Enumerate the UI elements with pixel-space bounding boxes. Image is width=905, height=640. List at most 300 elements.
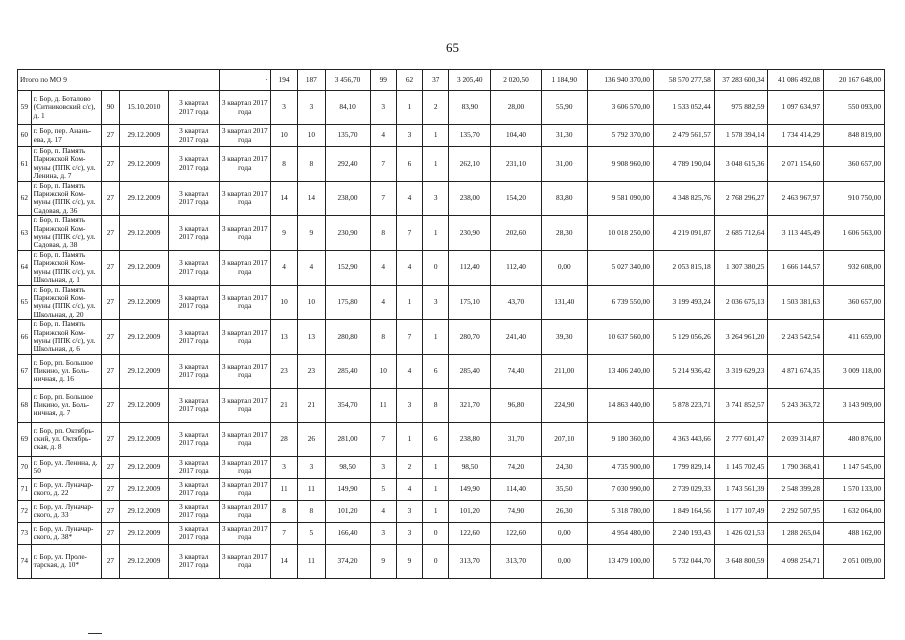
address-cell: г. Бор, п. Память Парижской Ком-муны (ППК с/с), ул. Ленина, д. 7 [31,147,101,182]
residents-cell: 7 [270,522,297,544]
area-cell: 152,90 [325,250,370,285]
area-cell: 98,50 [325,456,370,478]
region-budget-cell: 1 145 702,45 [714,456,768,478]
cost-total-cell: 4 735 900,00 [587,456,653,478]
premises-municipal-cell: 1 [423,478,449,500]
area-cell: 135,70 [325,125,370,147]
area-cell: 175,80 [325,285,370,320]
document-number-cell: 27 [101,388,119,422]
premises-private-cell: 4 [396,250,422,285]
region-budget-cell: 1 177 107,49 [714,500,768,522]
row-number: 65 [18,285,32,320]
document-date-cell: 29.12.2009 [119,522,168,544]
area-municipal-cell: 31,00 [541,147,587,182]
premises-municipal-cell: 1 [423,125,449,147]
document-date-cell: 29.12.2009 [119,125,168,147]
fund-cell: 2 240 193,43 [653,522,714,544]
total-label: Итого по МО 9 [18,70,220,91]
row-number: 66 [18,320,32,355]
total-cell: 58 570 277,58 [653,70,714,91]
premises-municipal-cell: 0 [423,544,449,578]
premises-total-cell: 7 [370,147,396,182]
region-budget-cell: 3 741 852,57 [714,388,768,422]
area-private-cell: 96,80 [491,388,541,422]
region-budget-cell: 2 777 601,47 [714,422,768,456]
area-total-cell: 98,50 [449,456,491,478]
address-cell: г. Бор, п. Память Парижской Ком-муны (ППК с/с), ул. Школьная, д. 20 [31,285,101,320]
premises-total-cell: 11 [370,388,396,422]
document-number-cell: 27 [101,147,119,182]
area-private-cell: 313,70 [491,544,541,578]
region-budget-cell: 1 578 394,14 [714,125,768,147]
local-budget-cell: 1 503 381,63 [768,285,824,320]
document-number-cell: 27 [101,125,119,147]
resettled-cell: 8 [298,500,325,522]
row-number: 67 [18,354,32,388]
region-budget-cell: 3 648 800,59 [714,544,768,578]
cost-total-cell: 5 792 370,00 [587,125,653,147]
address-cell: г. Бор, рп. Большое Пикино, ул. Боль-ничная, д. 7 [31,388,101,422]
total-cell: 136 940 370,00 [587,70,653,91]
planned-date-cell: 3 квартал 2017 года [169,125,219,147]
total-cell: 1 184,90 [541,70,587,91]
premises-municipal-cell: 1 [423,456,449,478]
area-cell: 166,40 [325,522,370,544]
fund-cell: 4 363 443,66 [653,422,714,456]
address-cell: г. Бор, рп. Большое Пикино, ул. Боль-ничная, д. 16 [31,354,101,388]
address-cell: г. Бор, п. Память Парижской Ком-муны (ППК с/с), ул. Садовая, д. 38 [31,216,101,251]
row-number: 60 [18,125,32,147]
fund-cell: 4 789 190,04 [653,147,714,182]
resettled-cell: 11 [298,544,325,578]
area-cell: 280,80 [325,320,370,355]
premises-total-cell: 4 [370,500,396,522]
table-row [18,125,885,147]
premises-total-cell: 5 [370,478,396,500]
actual-date-cell: 3 квартал 2017 года [219,285,270,320]
cost-total-cell: 5 318 780,00 [587,500,653,522]
row-number: 73 [18,522,32,544]
resettled-cell: 10 [298,285,325,320]
region-budget-cell: 1 426 021,53 [714,522,768,544]
premises-private-cell: 3 [396,125,422,147]
region-budget-cell: 3 319 629,23 [714,354,768,388]
total-cell: 99 [370,70,396,91]
premises-private-cell: 1 [396,285,422,320]
premises-private-cell: 1 [396,91,422,125]
resettled-cell: 21 [298,388,325,422]
total-row [18,70,885,91]
document-number-cell: 27 [101,250,119,285]
fund-cell: 2 053 815,18 [653,250,714,285]
planned-date-cell: 3 квартал 2017 года [169,216,219,251]
premises-total-cell: 10 [370,354,396,388]
address-cell: г. Бор, ул. Луначар-ского, д. 22 [31,478,101,500]
residents-cell: 8 [270,147,297,182]
residents-cell: 3 [270,456,297,478]
area-municipal-cell: 28,30 [541,216,587,251]
document-number-cell: 27 [101,285,119,320]
local-budget-cell: 1 288 265,04 [768,522,824,544]
actual-date-cell: 3 квартал 2017 года [219,522,270,544]
table-row [18,147,885,182]
area-municipal-cell: 35,50 [541,478,587,500]
area-private-cell: 28,00 [491,91,541,125]
premises-total-cell: 8 [370,216,396,251]
document-number-cell: 27 [101,500,119,522]
cost-total-cell: 7 030 990,00 [587,478,653,500]
area-total-cell: 285,40 [449,354,491,388]
document-date-cell: 29.12.2009 [119,285,168,320]
local-budget-cell: 1 666 144,57 [768,250,824,285]
area-private-cell: 154,20 [491,181,541,216]
region-budget-cell: 3 264 961,20 [714,320,768,355]
resettled-cell: 11 [298,478,325,500]
document-number-cell: 27 [101,478,119,500]
local-budget-cell: 2 292 507,95 [768,500,824,522]
area-total-cell: 112,40 [449,250,491,285]
residents-cell: 11 [270,478,297,500]
premises-municipal-cell: 1 [423,500,449,522]
actual-date-cell: 3 квартал 2017 года [219,250,270,285]
area-total-cell: 101,20 [449,500,491,522]
row-number: 71 [18,478,32,500]
residents-cell: 14 [270,181,297,216]
fund-cell: 3 199 493,24 [653,285,714,320]
actual-date-cell: 3 квартал 2017 года [219,320,270,355]
document-date-cell: 29.12.2009 [119,320,168,355]
extra-funds-cell: 932 608,00 [823,250,884,285]
total-cell: 3 456,70 [325,70,370,91]
table-row [18,422,885,456]
planned-date-cell: 3 квартал 2017 года [169,522,219,544]
row-number: 72 [18,500,32,522]
area-total-cell: 135,70 [449,125,491,147]
premises-municipal-cell: 1 [423,320,449,355]
region-budget-cell: 2 036 675,13 [714,285,768,320]
area-total-cell: 321,70 [449,388,491,422]
premises-private-cell: 3 [396,388,422,422]
area-total-cell: 238,00 [449,181,491,216]
document-date-cell: 15.10.2010 [119,91,168,125]
resettlement-table [17,69,885,579]
area-municipal-cell: 39,30 [541,320,587,355]
area-private-cell: 114,40 [491,478,541,500]
residents-cell: 3 [270,91,297,125]
cost-total-cell: 9 180 360,00 [587,422,653,456]
area-private-cell: 231,10 [491,147,541,182]
total-cell: 37 283 600,34 [714,70,768,91]
actual-date-cell: 3 квартал 2017 года [219,91,270,125]
area-cell: 374,20 [325,544,370,578]
planned-date-cell: 3 квартал 2017 года [169,456,219,478]
region-budget-cell: 1 743 561,39 [714,478,768,500]
total-cell: 2 020,50 [491,70,541,91]
area-cell: 238,00 [325,181,370,216]
area-municipal-cell: 211,00 [541,354,587,388]
planned-date-cell: 3 квартал 2017 года [169,91,219,125]
resettled-cell: 3 [298,91,325,125]
residents-cell: 4 [270,250,297,285]
residents-cell: 10 [270,285,297,320]
total-cell: 3 205,40 [449,70,491,91]
local-budget-cell: 2 243 542,54 [768,320,824,355]
local-budget-cell: 2 039 314,87 [768,422,824,456]
area-total-cell: 83,90 [449,91,491,125]
premises-private-cell: 1 [396,422,422,456]
address-cell: г. Бор, ул. Луначар-ского, д. 38* [31,522,101,544]
area-private-cell: 202,60 [491,216,541,251]
document-date-cell: 29.12.2009 [119,216,168,251]
document-number-cell: 27 [101,181,119,216]
total-cell: 62 [396,70,422,91]
actual-date-cell: 3 квартал 2017 года [219,388,270,422]
actual-date-cell: 3 квартал 2017 года [219,478,270,500]
cost-total-cell: 10 018 250,00 [587,216,653,251]
premises-total-cell: 7 [370,422,396,456]
area-municipal-cell: 31,30 [541,125,587,147]
address-cell: г. Бор, п. Память Парижской Ком-муны (ППК с/с), ул. Школьная, д. 6 [31,320,101,355]
extra-funds-cell: 1 632 064,00 [823,500,884,522]
document-number-cell: 27 [101,354,119,388]
area-private-cell: 74,90 [491,500,541,522]
actual-date-cell: 3 квартал 2017 года [219,125,270,147]
fund-cell: 1 849 164,56 [653,500,714,522]
table-row [18,456,885,478]
premises-private-cell: 7 [396,320,422,355]
document-date-cell: 29.12.2009 [119,250,168,285]
fund-cell: 2 479 561,57 [653,125,714,147]
premises-municipal-cell: 0 [423,250,449,285]
fund-cell: 4 219 091,87 [653,216,714,251]
area-cell: 354,70 [325,388,370,422]
resettled-cell: 5 [298,522,325,544]
area-municipal-cell: 24,30 [541,456,587,478]
actual-date-cell: 3 квартал 2017 года [219,456,270,478]
actual-date-cell: 3 квартал 2017 года [219,181,270,216]
page-number: 65 [446,40,459,55]
premises-private-cell: 3 [396,500,422,522]
extra-funds-cell: 1 606 563,00 [823,216,884,251]
extra-funds-cell: 910 750,00 [823,181,884,216]
local-budget-cell: 5 243 363,72 [768,388,824,422]
local-budget-cell: 4 871 674,35 [768,354,824,388]
table-row [18,181,885,216]
area-total-cell: 280,70 [449,320,491,355]
residents-cell: 28 [270,422,297,456]
premises-total-cell: 7 [370,181,396,216]
extra-funds-cell: 3 009 118,00 [823,354,884,388]
actual-date-cell: 3 квартал 2017 года [219,147,270,182]
area-municipal-cell: 55,90 [541,91,587,125]
table-row [18,500,885,522]
area-cell: 281,00 [325,422,370,456]
resettled-cell: 3 [298,456,325,478]
document-date-cell: 29.12.2009 [119,354,168,388]
local-budget-cell: 2 071 154,60 [768,147,824,182]
planned-date-cell: 3 квартал 2017 года [169,478,219,500]
row-number: 74 [18,544,32,578]
residents-cell: 8 [270,500,297,522]
address-cell: г. Бор, пер. Анань-ева, д. 17 [31,125,101,147]
address-cell: г. Бор, п. Память Парижской Ком-муны (ППК с/с), ул. Садовая, д. 36 [31,181,101,216]
planned-date-cell: 3 квартал 2017 года [169,500,219,522]
region-budget-cell: 2 768 296,27 [714,181,768,216]
premises-total-cell: 3 [370,91,396,125]
planned-date-cell: 3 квартал 2017 года [169,320,219,355]
document-number-cell: 27 [101,216,119,251]
fund-cell: 1 533 052,44 [653,91,714,125]
premises-private-cell: 6 [396,147,422,182]
premises-private-cell: 4 [396,478,422,500]
area-private-cell: 74,20 [491,456,541,478]
document-date-cell: 29.12.2009 [119,388,168,422]
fund-cell: 2 739 029,33 [653,478,714,500]
total-cell: 41 086 492,08 [768,70,824,91]
area-total-cell: 175,10 [449,285,491,320]
document-number-cell: 27 [101,544,119,578]
extra-funds-cell: 3 143 909,00 [823,388,884,422]
premises-total-cell: 3 [370,456,396,478]
address-cell: г. Бор, ул. Луначар-ского, д. 33 [31,500,101,522]
premises-private-cell: 4 [396,181,422,216]
row-number: 64 [18,250,32,285]
resettled-cell: 23 [298,354,325,388]
planned-date-cell: 3 квартал 2017 года [169,181,219,216]
region-budget-cell: 2 685 712,64 [714,216,768,251]
document-number-cell: 90 [101,91,119,125]
extra-funds-cell: 480 876,00 [823,422,884,456]
document-number-cell: 27 [101,320,119,355]
page-edge-mark [88,633,102,634]
document-date-cell: 29.12.2009 [119,422,168,456]
document-date-cell: 29.12.2009 [119,181,168,216]
resettled-cell: 8 [298,147,325,182]
area-total-cell: 122,60 [449,522,491,544]
extra-funds-cell: 2 051 009,00 [823,544,884,578]
extra-funds-cell: 550 093,00 [823,91,884,125]
row-number: 59 [18,91,32,125]
residents-cell: 21 [270,388,297,422]
area-private-cell: 74,40 [491,354,541,388]
area-cell: 101,20 [325,500,370,522]
region-budget-cell: 3 048 615,36 [714,147,768,182]
area-municipal-cell: 26,30 [541,500,587,522]
total-cell: 20 167 648,00 [823,70,884,91]
local-budget-cell: 2 463 967,97 [768,181,824,216]
premises-municipal-cell: 3 [423,181,449,216]
table-row [18,91,885,125]
premises-municipal-cell: 3 [423,285,449,320]
area-cell: 230,90 [325,216,370,251]
table-row [18,216,885,251]
fund-cell: 5 732 044,70 [653,544,714,578]
planned-date-cell: 3 квартал 2017 года [169,544,219,578]
premises-private-cell: 3 [396,522,422,544]
premises-municipal-cell: 2 [423,91,449,125]
local-budget-cell: 4 098 254,71 [768,544,824,578]
row-number: 61 [18,147,32,182]
cost-total-cell: 3 606 570,00 [587,91,653,125]
local-budget-cell: 1 790 368,41 [768,456,824,478]
area-total-cell: 313,70 [449,544,491,578]
document-date-cell: 29.12.2009 [119,478,168,500]
planned-date-cell: 3 квартал 2017 года [169,422,219,456]
address-cell: г. Бор, д. Боталово (Ситниковский с/с), д. 1 [31,91,101,125]
area-private-cell: 241,40 [491,320,541,355]
premises-total-cell: 3 [370,522,396,544]
fund-cell: 5 214 936,42 [653,354,714,388]
area-total-cell: 238,80 [449,422,491,456]
actual-date-cell: 3 квартал 2017 года [219,422,270,456]
row-number: 69 [18,422,32,456]
local-budget-cell: 3 113 445,49 [768,216,824,251]
premises-private-cell: 7 [396,216,422,251]
region-budget-cell: 975 882,59 [714,91,768,125]
total-cell: 187 [298,70,325,91]
planned-date-cell: 3 квартал 2017 года [169,388,219,422]
premises-total-cell: 9 [370,544,396,578]
planned-date-cell: 3 квартал 2017 года [169,285,219,320]
resettled-cell: 26 [298,422,325,456]
extra-funds-cell: 411 659,00 [823,320,884,355]
premises-municipal-cell: 1 [423,216,449,251]
table-row [18,320,885,355]
document-date-cell: 29.12.2009 [119,544,168,578]
planned-date-cell: 3 квартал 2017 года [169,354,219,388]
resettled-cell: 13 [298,320,325,355]
residents-cell: 23 [270,354,297,388]
fund-cell: 5 878 223,71 [653,388,714,422]
area-private-cell: 122,60 [491,522,541,544]
extra-funds-cell: 360 657,00 [823,147,884,182]
area-cell: 84,10 [325,91,370,125]
area-private-cell: 104,40 [491,125,541,147]
premises-private-cell: 9 [396,544,422,578]
resettled-cell: 14 [298,181,325,216]
document-date-cell: 29.12.2009 [119,147,168,182]
document-number-cell: 27 [101,456,119,478]
planned-date-cell: 3 квартал 2017 года [169,147,219,182]
document-number-cell: 27 [101,422,119,456]
cost-total-cell: 9 908 960,00 [587,147,653,182]
area-total-cell: 262,10 [449,147,491,182]
extra-funds-cell: 1 147 545,00 [823,456,884,478]
premises-total-cell: 4 [370,250,396,285]
actual-date-cell: 3 квартал 2017 года [219,354,270,388]
residents-cell: 9 [270,216,297,251]
area-municipal-cell: 0,00 [541,544,587,578]
document-date-cell: 29.12.2009 [119,456,168,478]
cost-total-cell: 13 406 240,00 [587,354,653,388]
total-cell: 194 [270,70,297,91]
extra-funds-cell: 488 162,00 [823,522,884,544]
premises-municipal-cell: 1 [423,147,449,182]
area-municipal-cell: 83,80 [541,181,587,216]
cost-total-cell: 9 581 090,00 [587,181,653,216]
cost-total-cell: 4 954 480,00 [587,522,653,544]
residents-cell: 13 [270,320,297,355]
extra-funds-cell: 1 570 133,00 [823,478,884,500]
premises-total-cell: 8 [370,320,396,355]
fund-cell: 4 348 825,76 [653,181,714,216]
address-cell: г. Бор, ул. Ленина, д. 50 [31,456,101,478]
local-budget-cell: 2 548 399,28 [768,478,824,500]
row-number: 70 [18,456,32,478]
area-cell: 285,40 [325,354,370,388]
table-row [18,522,885,544]
planned-date-cell: 3 квартал 2017 года [169,250,219,285]
